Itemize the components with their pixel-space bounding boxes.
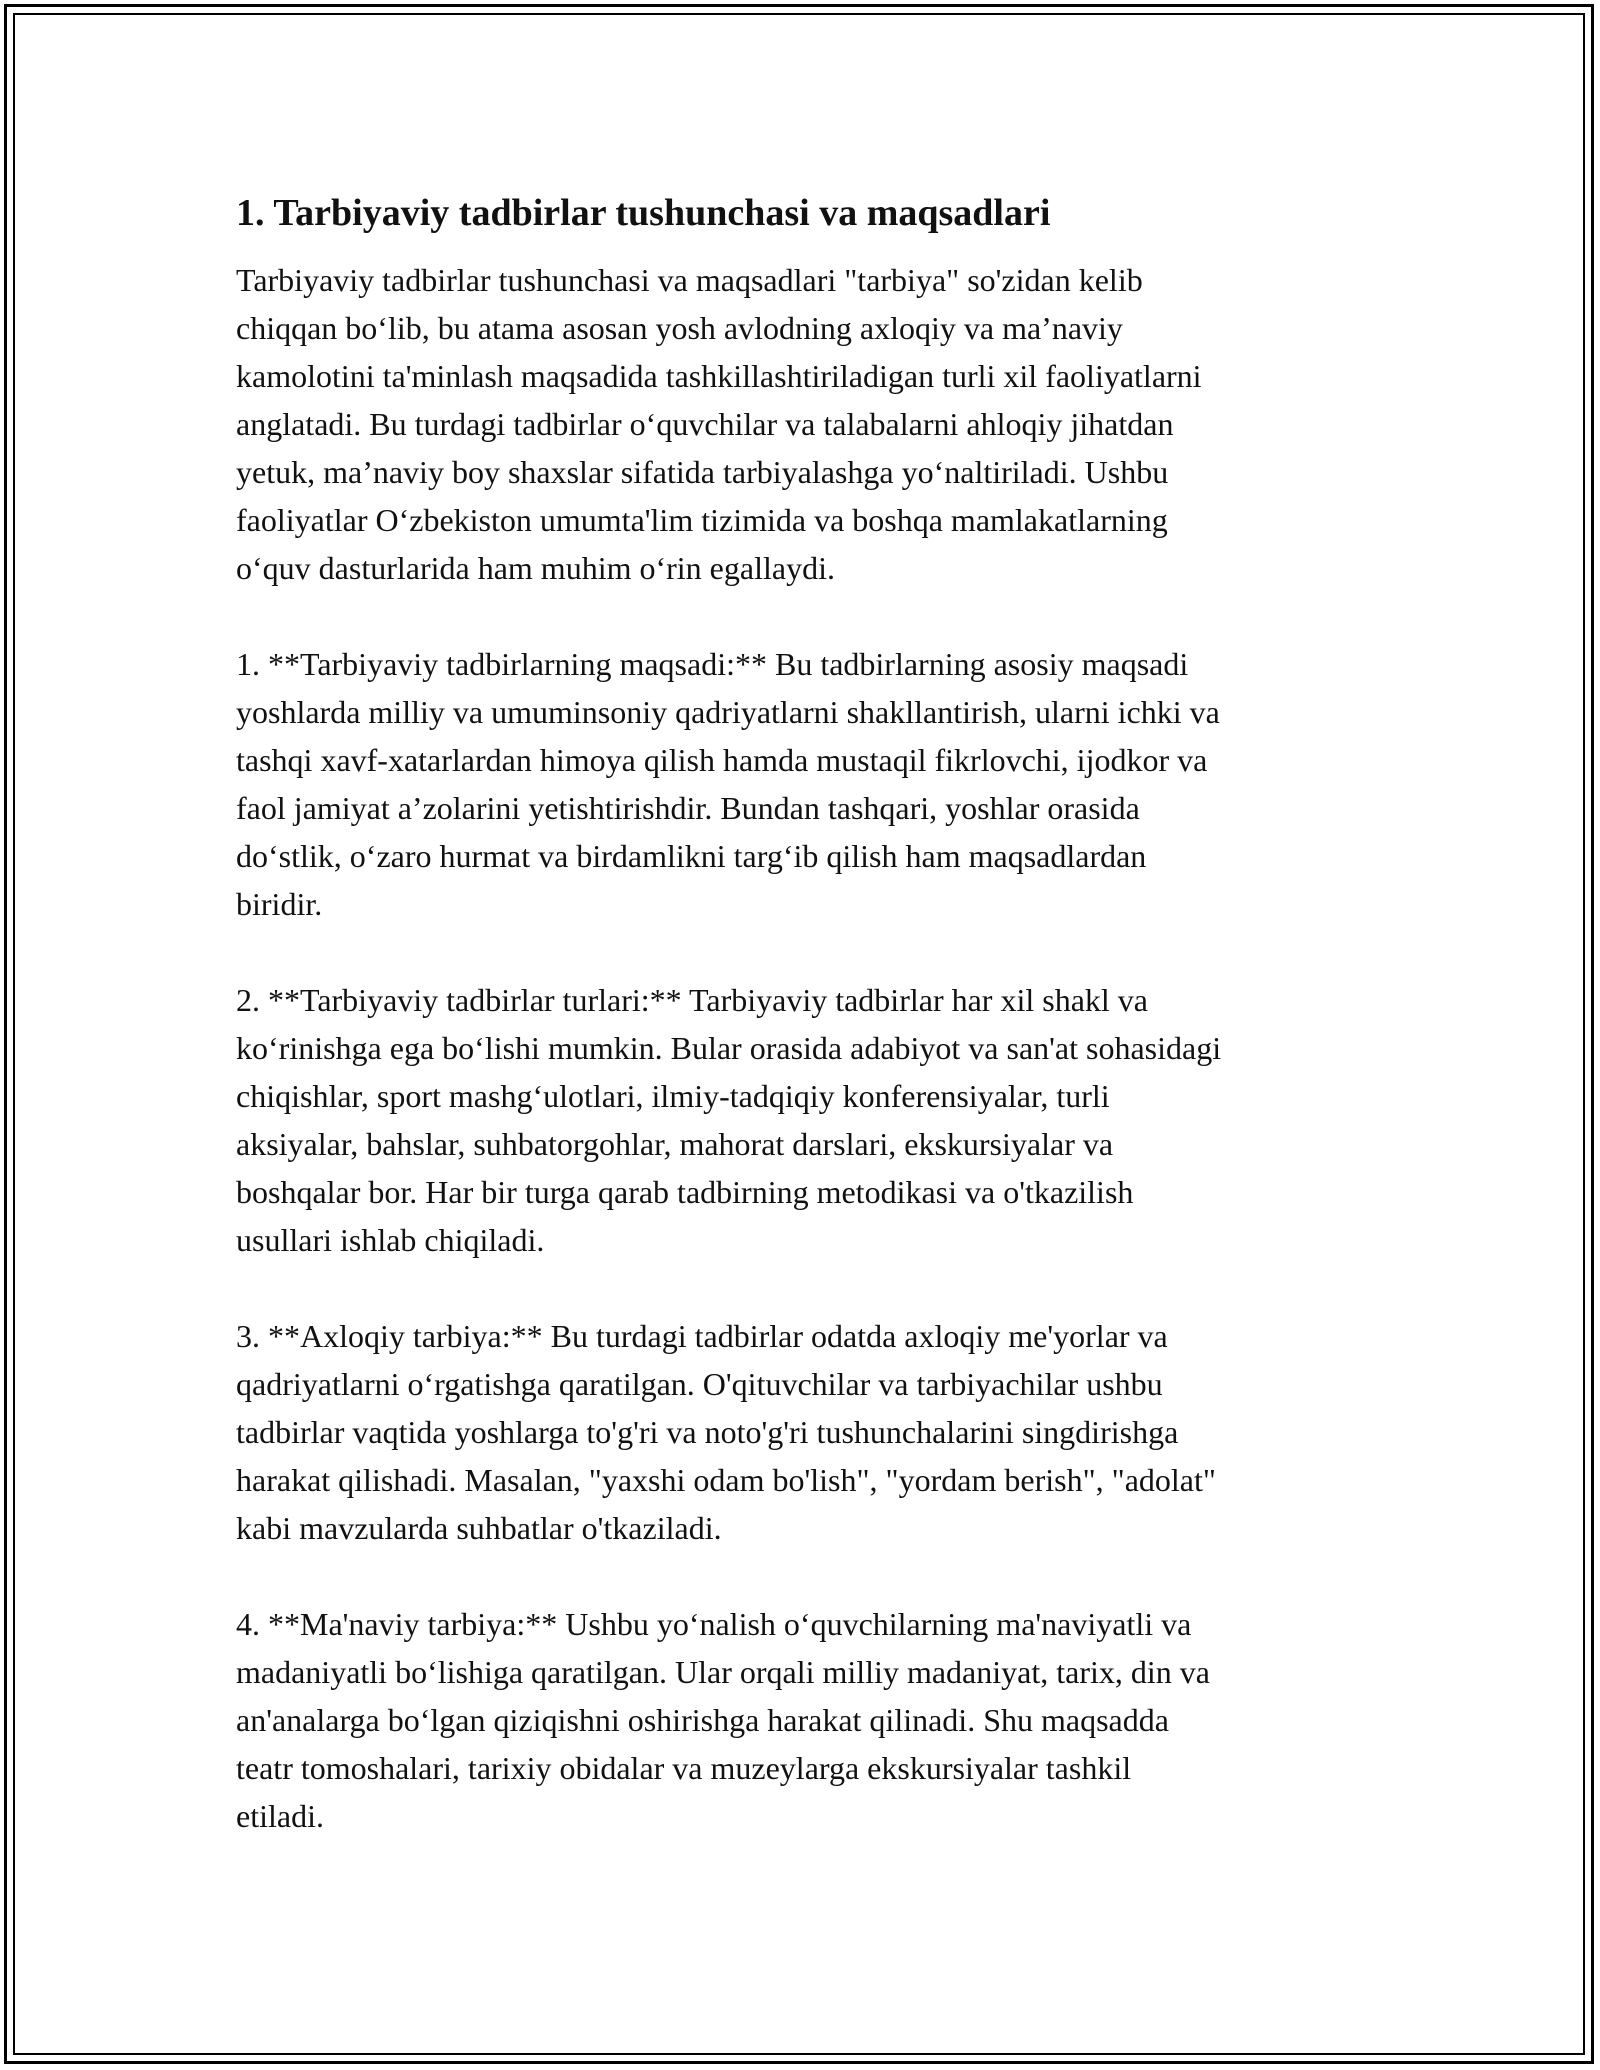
paragraph-item-2 [236, 976, 1376, 1264]
text-line: 2. **Tarbiyaviy tadbirlar turlari:** Tarbiyaviy tadbirlar har xil shakl va [236, 982, 1148, 1018]
text-line: chiqishlar, sport mashg‘ulotlari, ilmiy-tadqiqiy konferensiyalar, turli [236, 1078, 1110, 1114]
text-line: anglatadi. Bu turdagi tadbirlar o‘quvchilar va talabalarni ahloqiy jihatdan [236, 406, 1174, 442]
text-line: boshqalar bor. Har bir turga qarab tadbirning metodikasi va o'tkazilish [236, 1174, 1134, 1210]
text-line: o‘quv dasturlarida ham muhim o‘rin egallaydi. [236, 550, 835, 586]
text-line: usullari ishlab chiqiladi. [236, 1222, 545, 1258]
text-line: ko‘rinishga ega bo‘lishi mumkin. Bular orasida adabiyot va san'at sohasidagi [236, 1030, 1222, 1066]
paragraph-item-3 [236, 1312, 1376, 1552]
text-line: harakat qilishadi. Masalan, "yaxshi odam bo'lish", "yordam berish", "adolat" [236, 1462, 1216, 1498]
paragraph-item-4 [236, 1600, 1376, 1840]
text-line: biridir. [236, 886, 323, 922]
text-line: madaniyatli bo‘lishiga qaratilgan. Ular orqali milliy madaniyat, tarix, din va [236, 1654, 1210, 1690]
text-line: kabi mavzularda suhbatlar o'tkaziladi. [236, 1510, 722, 1546]
text-line: yetuk, ma’naviy boy shaxslar sifatida tarbiyalashga yo‘naltiriladi. Ushbu [236, 454, 1169, 490]
text-line: kamolotini ta'minlash maqsadida tashkillashtiriladigan turli xil faoliyatlarni [236, 358, 1202, 394]
text-line: Tarbiyaviy tadbirlar tushunchasi va maqsadlari "tarbiya" so'zidan kelib [236, 262, 1143, 298]
text-line: chiqqan bo‘lib, bu atama asosan yosh avlodning axloqiy va ma’naviy [236, 310, 1123, 346]
text-line: yoshlarda milliy va umuminsoniy qadriyatlarni shakllantirish, ularni ichki va [236, 694, 1220, 730]
text-line: tashqi xavf-xatarlardan himoya qilish hamda mustaqil fikrlovchi, ijodkor va [236, 742, 1208, 778]
paragraph-item-1 [236, 640, 1376, 928]
text-line: faoliyatlar O‘zbekiston umumta'lim tizimida va boshqa mamlakatlarning [236, 502, 1168, 538]
text-line: 4. **Ma'naviy tarbiya:** Ushbu yo‘nalish o‘quvchilarning ma'naviyatli va [236, 1606, 1192, 1642]
text-line: teatr tomoshalari, tarixiy obidalar va muzeylarga ekskursiyalar tashkil [236, 1750, 1132, 1786]
text-line: aksiyalar, bahslar, suhbatorgohlar, mahorat darslari, ekskursiyalar va [236, 1126, 1114, 1162]
text-line: qadriyatlarni o‘rgatishga qaratilgan. O'qituvchilar va tarbiyachilar ushbu [236, 1366, 1163, 1402]
document-title: 1. Tarbiyaviy tadbirlar tushunchasi va maqsadlari [236, 192, 1051, 234]
text-line: an'analarga bo‘lgan qiziqishni oshirishga harakat qilinadi. Shu maqsadda [236, 1702, 1169, 1738]
text-line: tadbirlar vaqtida yoshlarga to'g'ri va noto'g'ri tushunchalarini singdirishga [236, 1414, 1179, 1450]
text-line: do‘stlik, o‘zaro hurmat va birdamlikni targ‘ib qilish ham maqsadlardan [236, 838, 1147, 874]
document-body [236, 186, 1376, 1840]
text-line: etiladi. [236, 1798, 324, 1834]
text-line: 1. **Tarbiyaviy tadbirlarning maqsadi:** Bu tadbirlarning asosiy maqsadi [236, 646, 1189, 682]
text-line: faol jamiyat a’zolarini yetishtirishdir. Bundan tashqari, yoshlar orasida [236, 790, 1140, 826]
text-line: 3. **Axloqiy tarbiya:** Bu turdagi tadbirlar odatda axloqiy me'yorlar va [236, 1318, 1168, 1354]
paragraph-intro [236, 256, 1376, 592]
